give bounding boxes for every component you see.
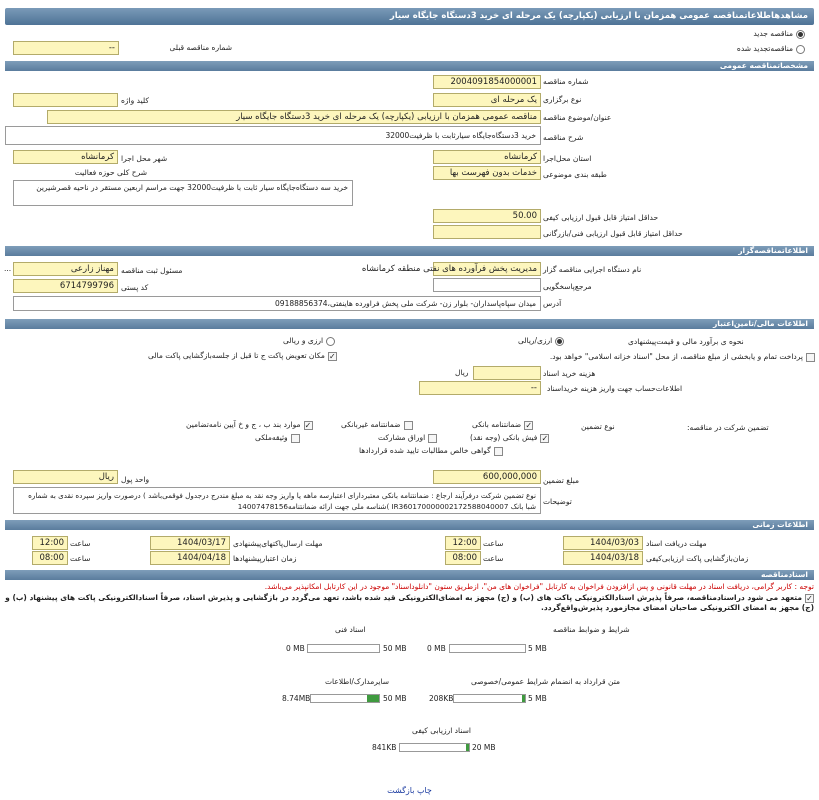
checkbox-icon: [806, 353, 815, 362]
docs-notice: توجه : کاربر گرامی، دریافت اسناد در مهلت قانونی و پس ازافزودن فراخوان به کارتابل "فراخوان های من"، ازطریق ستون "دانلوداسناد" موجود در این کارتابل امکانپذیر می‌باشد.: [264, 582, 814, 591]
estimate-rial-radio[interactable]: ارزی/ریالی: [518, 335, 564, 346]
holding-field: یک مرحله ای: [433, 93, 541, 107]
holding-label: نوع برگزاری: [543, 95, 582, 104]
guarantee-type-label: نوع تضمین: [581, 422, 615, 431]
guarantee-clause-checkbox[interactable]: ✓موارد بند ب ، ج و خ آیین نامه‌تضامین: [186, 420, 312, 430]
ref-label: مرجع‌پاسخگویی: [543, 282, 592, 291]
doc-cost-label: هزینه خرید اسناد: [543, 369, 596, 378]
min-quality-label: حداقل امتیاز قابل قبول ارزیابی کیفی: [543, 213, 659, 222]
resp-more[interactable]: ...: [4, 264, 12, 273]
amount-label: مبلغ تضمین: [543, 476, 580, 485]
prev-tender-label: شماره مناقصه قبلی: [169, 43, 232, 52]
page-title: مشاهدهاطلاعاتمناقصه عمومی همزمان با ارزیابی (یکپارچه) یک مرحله ای خرید 3دستگاه جایگاه سیار: [5, 8, 814, 25]
notes-label: توضیحات: [543, 497, 572, 506]
resp-label: مسئول ثبت مناقصه: [121, 266, 183, 275]
checkbox-icon: [404, 421, 413, 430]
doc-max: 50 MB: [383, 644, 407, 653]
checkbox-checked-icon: ✓: [806, 593, 813, 603]
checkbox-icon: [494, 447, 503, 456]
send-date: 1404/03/17: [150, 536, 230, 550]
send-label: مهلت ارسال‌پاکتهای‌پیشنهادی: [233, 539, 323, 548]
desc-label: شرح مناقصه: [543, 133, 584, 142]
doc-progress: [307, 644, 380, 653]
guarantee-question: تضمین شرکت در مناقصه:: [687, 423, 769, 432]
doc-used: 841KB: [372, 743, 397, 752]
guarantee-claims-checkbox[interactable]: گواهی خالص مطالبات تایید شده قراردادها: [359, 445, 503, 456]
province-label: استان محل‌اجرا: [543, 154, 592, 163]
doc-name: اسناد ارزیابی کیفی: [412, 726, 471, 735]
unit-label: واحد پول: [121, 475, 150, 484]
print-back-link[interactable]: چاپ بازگشت: [387, 786, 432, 795]
estimate-label: نحوه ی برآورد مالی و قیمت‌پیشنهادی: [628, 337, 744, 346]
doc-progress: [310, 694, 380, 703]
doc-name: شرایط و ضوابط مناقصه: [553, 625, 630, 634]
section-organizer: اطلاعاتمناقصه‌گزار: [5, 246, 814, 256]
addr-field: میدان سپاه‌پاسداران- بلوار زن- شرکت ملی پخش فراورده هاینفتی،09188856374: [13, 296, 541, 311]
prev-tender-field: --: [13, 41, 119, 55]
org-field: مدیریت پخش فرآورده های نفتی منطقه کرمانشاه: [433, 262, 541, 276]
min-tech-field: [433, 225, 541, 239]
open-time: 08:00: [445, 551, 481, 565]
doc-name: اسناد فنی: [335, 625, 366, 634]
activity-label: شرح کلی حوزه فعالیت: [74, 168, 147, 177]
guarantee-nonbank-checkbox[interactable]: ضمانتنامه غیربانکی: [341, 419, 413, 430]
section-general: مشخصاتمناقصه عمومی: [5, 61, 814, 71]
acct-label: اطلاعات‌حساب جهت واریز هزینه خریداسناد: [547, 384, 683, 393]
doc-used: 0 MB: [286, 644, 305, 653]
class-field: خدمات بدون فهرست بها: [433, 166, 541, 180]
doc-recv-date: 1404/03/03: [563, 536, 643, 550]
city-field: کرمانشاه: [13, 150, 118, 164]
doc-max: 20 MB: [472, 743, 496, 752]
treasury-checkbox[interactable]: پرداخت تمام و یابخشی از مبلغ مناقصه، از محل "اسناد خزانه اسلامی" خواهد بود.: [550, 351, 815, 362]
valid-time-label: ساعت: [70, 554, 91, 563]
province-field: کرمانشاه: [433, 150, 541, 164]
postal-label: کد پستی: [121, 283, 149, 292]
guarantee-bond-checkbox[interactable]: اوراق مشارکت: [378, 432, 437, 443]
doc-progress: [399, 743, 470, 752]
doc-used: 208KB: [429, 694, 454, 703]
amount-field: 600,000,000: [433, 470, 541, 484]
postal-field: 6714799796: [13, 279, 118, 293]
doc-name: متن قرارداد به انضمام شرایط عمومی/خصوصی: [471, 677, 620, 686]
subject-field: مناقصه عمومی همزمان با ارزیابی (یکپارچه) یک مرحله ای خرید 3دستگاه جایگاه سیار: [47, 110, 541, 124]
checkbox-checked-icon: ✓: [525, 420, 533, 430]
docs-commit: ✓متعهد می شود دراسنادمناقصه، صرفاً پذیرش اسنادالکترونیکی پاکت های (ب) و (ج) مجهز به امضای‌الکترونیکی قید شده باشد، تعهد می‌گردد در بازگشایی و پذیرش اسناد، صرفاً اسنادالکترونیکی پاکت های پیشنهاد (ب) و (ج) مجهز به امضای الکترونیکی صاحبان امضای مجازمورد پذیرش‌واقع‌گردد.: [5, 593, 814, 612]
doc-used: 8.74MB: [282, 694, 311, 703]
keyword-field: [13, 93, 118, 107]
class-label: طبقه بندی موضوعی: [543, 170, 607, 179]
acct-field: --: [419, 381, 541, 395]
envelope-checkbox[interactable]: ✓مکان تعویض پاکت ج تا قبل از جلسه‌بازگشایی پاکت مالی: [148, 351, 336, 361]
doc-max: 5 MB: [528, 694, 547, 703]
min-tech-label: حداقل امتیاز قابل قبول ارزیابی فنی/بازرگانی: [543, 229, 683, 238]
open-label: زمان‌بازگشایی پاکت ارزیابی‌کیفی: [646, 554, 749, 563]
doc-progress: [449, 644, 526, 653]
org-label: نام دستگاه اجرایی مناقصه گزار: [543, 265, 642, 274]
doc-cost-field: [473, 366, 541, 380]
doc-cost-unit: ریال: [455, 368, 469, 377]
tender-no-label: شماره مناقصه: [543, 77, 589, 86]
doc-used: 0 MB: [427, 644, 446, 653]
city-label: شهر محل اجرا: [121, 154, 168, 163]
radio-checked-icon: [796, 30, 805, 39]
radio-icon: [326, 337, 335, 346]
desc-field: خرید 3دستگاه‌جایگاه سیارثابت با ظرفیت32000: [5, 126, 541, 145]
ref-field: [433, 278, 541, 292]
resp-field: مهناز زارعی: [13, 262, 118, 276]
valid-date: 1404/04/18: [150, 551, 230, 565]
guarantee-cash-checkbox[interactable]: ✓فیش بانکی (وجه نقد): [470, 433, 549, 443]
activity-field: خرید سه دستگاه‌جایگاه سیار ثابت با ظرفیت32000 جهت مراسم اربعین مستقر در ناحیه قصرشیرین: [13, 180, 353, 206]
guarantee-property-checkbox[interactable]: وثیقه‌ملکی: [255, 432, 300, 443]
valid-time: 08:00: [32, 551, 68, 565]
renewed-tender-radio[interactable]: مناقصه‌تجدید شده: [737, 43, 805, 54]
doc-recv-time-label: ساعت: [483, 539, 504, 548]
section-finance: اطلاعات مالی/تامین‌اعتبار: [5, 319, 814, 329]
subject-label: عنوان/موضوع مناقصه: [543, 113, 612, 122]
send-time-label: ساعت: [70, 539, 91, 548]
addr-label: آدرس: [543, 299, 562, 308]
checkbox-checked-icon: ✓: [304, 420, 312, 430]
radio-icon: [796, 45, 805, 54]
section-docs: اسنادمناقصه: [5, 570, 814, 580]
doc-max: 5 MB: [528, 644, 547, 653]
estimate-rial-only-radio[interactable]: ارزی و ریالی: [283, 335, 335, 346]
doc-max: 50 MB: [383, 694, 407, 703]
keyword-label: کلید واژه: [121, 96, 149, 105]
checkbox-checked-icon: ✓: [541, 433, 549, 443]
notes-field: نوع تضمین شرکت درفرآیند ارجاع : ضمانتنامه بانکی معتبردارای اعتبارسه ماهه یا واریز وجه نقد به مبلغ مندرج درجدول فوقمی‌باشد ) درصورت واریز سپرده نقدی به شماره شبا بانک IR360170000002172588040007 )شناسه ملی جهت ارائه ضمانتنامه14007478156: [13, 487, 541, 514]
checkbox-icon: [428, 434, 437, 443]
unit-field: ریال: [13, 470, 118, 484]
valid-label: زمان اعتبارپیشنهادها: [233, 554, 297, 563]
guarantee-bank-checkbox[interactable]: ✓ضمانتنامه بانکی: [472, 420, 533, 430]
radio-checked-icon: [555, 337, 564, 346]
open-date: 1404/03/18: [563, 551, 643, 565]
checkbox-checked-icon: ✓: [329, 351, 336, 361]
open-time-label: ساعت: [483, 554, 504, 563]
doc-recv-time: 12:00: [445, 536, 481, 550]
section-time: اطلاعات زمانی: [5, 520, 814, 530]
new-tender-radio[interactable]: مناقصه جدید: [753, 28, 805, 39]
doc-name: سایرمدارک/اطلاعات: [325, 677, 390, 686]
doc-recv-label: مهلت دریافت اسناد: [646, 539, 707, 548]
send-time: 12:00: [32, 536, 68, 550]
doc-progress: [453, 694, 526, 703]
min-quality-field: 50.00: [433, 209, 541, 223]
checkbox-icon: [291, 434, 300, 443]
tender-no-field: 2004091854000001: [433, 75, 541, 89]
